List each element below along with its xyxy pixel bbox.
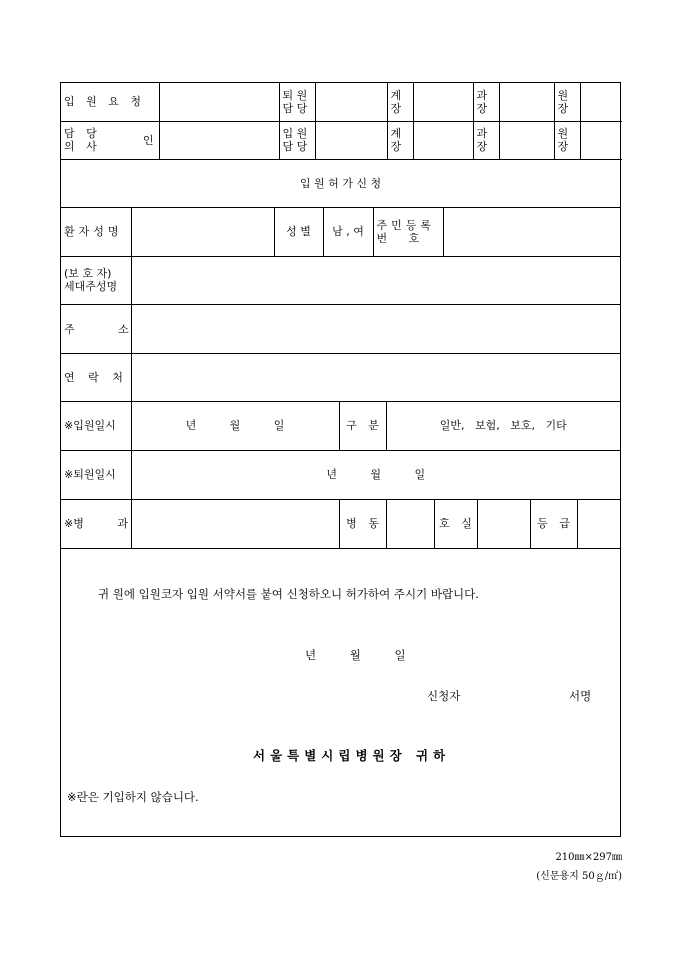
- section-chief-field[interactable]: [499, 83, 554, 121]
- patient-name-label: 환자성명: [61, 208, 131, 256]
- admission-staff-label: 입 원 담 당: [279, 121, 315, 159]
- director-label: 원 장: [554, 83, 580, 121]
- room-label: 호 실: [434, 500, 477, 548]
- admission-staff-field[interactable]: [315, 121, 387, 159]
- team-leader-label: 계 장: [387, 83, 413, 121]
- director-label-2: 원 장: [554, 121, 580, 159]
- admission-type-label: 구 분: [339, 402, 386, 450]
- room-field[interactable]: [477, 500, 530, 548]
- attending-doctor-field[interactable]: [159, 121, 279, 159]
- approval-table: [61, 83, 622, 160]
- addressee: 서울특별시립병원장 귀하: [253, 747, 451, 763]
- declaration-section: [61, 549, 620, 840]
- team-leader-field[interactable]: [413, 83, 473, 121]
- grade-field[interactable]: [577, 500, 620, 548]
- rrn-label: 주민등록 번 호: [373, 208, 443, 256]
- team-leader-label-2: 계 장: [387, 121, 413, 159]
- form-title: 입 원 허 가 신 청: [61, 160, 620, 208]
- title-table: [61, 160, 620, 209]
- discharge-table: [61, 451, 620, 501]
- address-field[interactable]: [131, 305, 620, 354]
- admission-type-options[interactable]: 일반, 보험, 보호, 기타: [386, 402, 620, 450]
- patient-table: [61, 208, 620, 257]
- grade-label: 등 급: [530, 500, 577, 548]
- contact-label: 연 락 처: [61, 354, 131, 402]
- patient-name-field[interactable]: [131, 208, 274, 256]
- department-field[interactable]: [131, 500, 339, 548]
- admission-date-label: ※입원일시: [61, 402, 131, 450]
- sex-value[interactable]: 남 , 여: [323, 208, 373, 256]
- applicant-label: 신청자: [427, 688, 461, 703]
- director-field-2[interactable]: [580, 121, 622, 159]
- ward-table: [61, 500, 620, 549]
- department-label: ※병 과: [61, 500, 131, 548]
- request-field[interactable]: [159, 83, 279, 121]
- discharge-staff-field[interactable]: [315, 83, 387, 121]
- discharge-date-label: ※퇴원일시: [61, 451, 131, 500]
- admission-date-field[interactable]: 년 월 일: [131, 402, 339, 450]
- director-field[interactable]: [580, 83, 622, 121]
- section-chief-label: 과 장: [473, 83, 499, 121]
- sex-label: 성 별: [274, 208, 323, 256]
- team-leader-field-2[interactable]: [413, 121, 473, 159]
- info-table: [61, 257, 620, 403]
- section-chief-field-2[interactable]: [499, 121, 554, 159]
- request-label: 입 원 요 청: [61, 83, 159, 121]
- contact-field[interactable]: [131, 354, 620, 402]
- ward-label: 병 동: [339, 500, 386, 548]
- admission-table: [61, 402, 620, 451]
- declaration-text: 귀 원에 입원코자 입원 서약서를 붙여 신청하오니 허가하여 주시기 바랍니다.: [98, 586, 479, 601]
- attending-doctor-label: 담 당 의 사 인: [61, 121, 159, 159]
- rrn-field[interactable]: [443, 208, 620, 256]
- address-label: 주 소: [61, 305, 131, 354]
- discharge-staff-label: 퇴 원 담 당: [279, 83, 315, 121]
- guardian-label: (보 호 자) 세대주성명: [61, 257, 131, 305]
- paper-type: (신문용지 50ｇ/㎡): [536, 871, 622, 882]
- note-text: ※란은 기입하지 않습니다.: [67, 789, 199, 804]
- admission-form: [60, 82, 621, 837]
- ward-field[interactable]: [386, 500, 434, 548]
- paper-size: 210㎜×297㎜: [555, 852, 622, 863]
- guardian-field[interactable]: [131, 257, 620, 305]
- signature-label[interactable]: 서명: [569, 688, 592, 703]
- declaration-date[interactable]: 년 월 일: [305, 647, 406, 662]
- seal-mark: 인: [142, 133, 154, 147]
- section-chief-label-2: 과 장: [473, 121, 499, 159]
- discharge-date-field[interactable]: 년 월 일: [131, 451, 620, 500]
